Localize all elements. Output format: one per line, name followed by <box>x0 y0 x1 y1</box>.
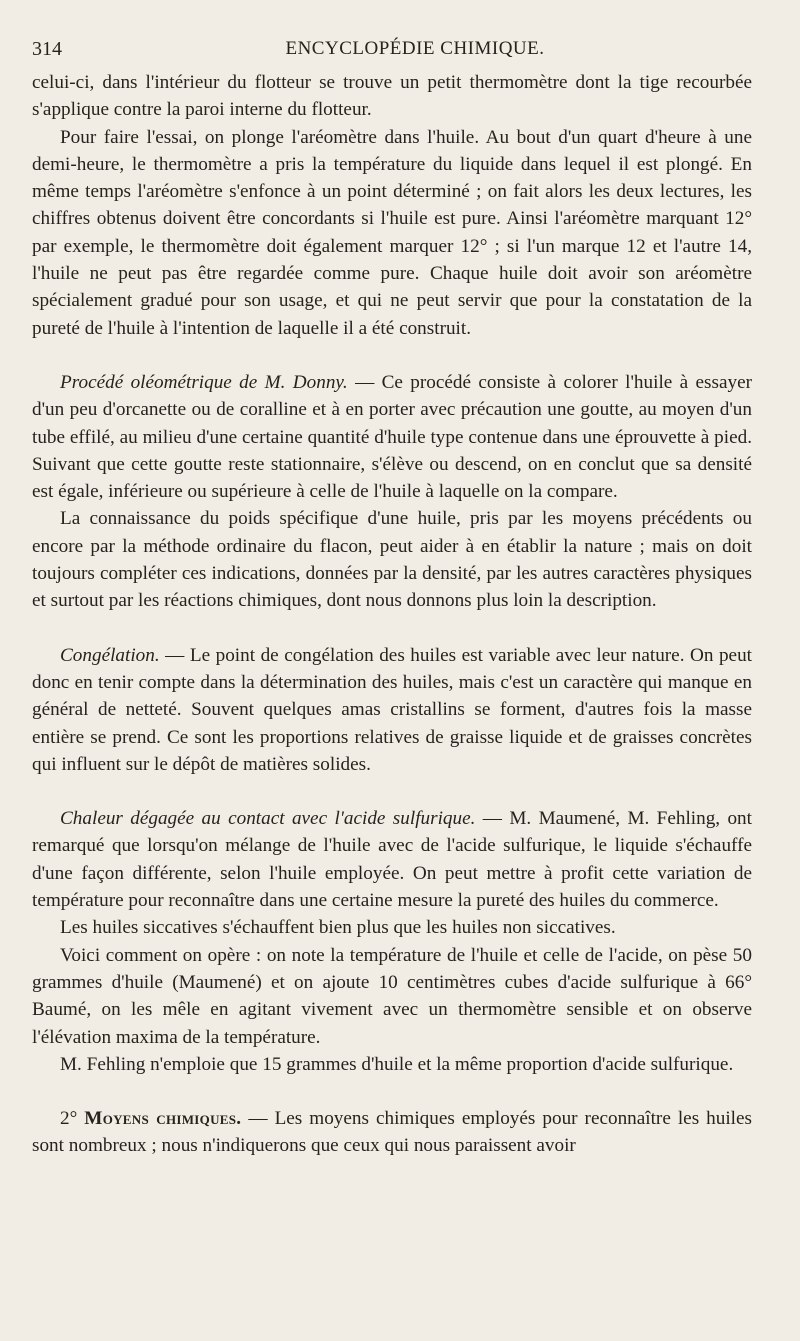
paragraph-1 <box>32 69 752 124</box>
paragraph-text: Les huiles siccatives s'échauffent bien plus que les huiles non siccatives. <box>60 917 616 939</box>
paragraph-5 <box>32 642 752 778</box>
paragraph-8 <box>32 942 752 1051</box>
section-heading-moyens-chimiques: Moyens chimiques. <box>84 1108 242 1130</box>
running-title: ENCYCLOPÉDIE CHIMIQUE. <box>285 38 545 59</box>
paragraph-2 <box>32 124 752 342</box>
section-heading-donny: Procédé oléométrique de M. Donny. <box>60 371 348 393</box>
paragraph-text: — Ce procédé consiste à colorer l'huile à essayer d'un peu d'orcanette ou de coralline et à en porter avec précaution une goutte, au moyen d'un tube effilé, au milieu d'une certaine quantité d'huile type contenue dans une éprouvette à pied. Suivant que cette goutte reste stationnaire, s'élève ou descend, on en conclut que sa densité est égale, inférieure ou supérieure à celle de l'huile à laquelle on la compare. <box>32 371 753 503</box>
paragraph-7 <box>32 914 752 941</box>
page-number: 314 <box>32 38 62 60</box>
paragraph-text: celui-ci, dans l'intérieur du flotteur se trouve un petit thermomètre dont la tige recourbée s'applique contre la paroi interne du flotteur. <box>32 72 752 121</box>
paragraph-text: — Les moyens chimiques employés pour reconnaître les huiles sont nombreux ; nous n'indiquerons que ceux qui nous paraissent avoir <box>32 1108 752 1157</box>
paragraph-text: Pour faire l'essai, on plonge l'aréomètre dans l'huile. Au bout d'un quart d'heure à une demi-heure, le thermomètre a pris la température du liquide dans lequel il est plongé. En même temps l'aréomètre s'enfonce à un point déterminé ; on fait alors les deux lectures, les chiffres obtenus doivent être concordants si l'huile est pure. Ainsi l'aréomètre marquant 12° par exemple, le thermomètre doit également marquer 12° ; si l'un marque 12 et l'autre 14, l'huile ne peut pas être regardée comme pure. Chaque huile doit avoir son aréomètre spécialement gradué pour son usage, et qui ne peut servir que pour la constatation de la pureté de l'huile à l'intention de laquelle il a été construit. <box>32 126 752 339</box>
paragraph-6 <box>32 805 752 914</box>
section-heading-chaleur: Chaleur dégagée au contact avec l'acide sulfurique. <box>60 808 476 830</box>
section-number: 2° <box>60 1108 85 1130</box>
section-heading-congelation: Congélation. <box>60 644 160 666</box>
paragraph-text: Voici comment on opère : on note la température de l'huile et celle de l'acide, on pèse 50 grammes d'huile (Maumené) et on ajoute 10 centimètres cubes d'acide sulfurique à 66° Baumé, on les mêle en agitant vivement avec un thermomètre sensible et on observe l'élévation maxima de la température. <box>32 944 752 1048</box>
paragraph-text: — M. Maumené, M. Fehling, ont remarqué que lorsqu'on mélange de l'huile avec de l'acide sulfurique, le liquide s'échauffe d'une façon différente, selon l'huile employée. On peut mettre à profit cette variation de température pour reconnaître dans une certaine mesure la pureté des huiles du commerce. <box>32 808 752 912</box>
paragraph-text: La connaissance du poids spécifique d'une huile, pris par les moyens précédents ou encore par la méthode ordinaire du flacon, peut aider à en établir la nature ; mais on doit toujours compléter ces indications, données par la densité, par les autres caractères physiques et surtout par les réactions chimiques, dont nous donnons plus loin la description. <box>32 508 752 612</box>
paragraph-4 <box>32 505 752 614</box>
paragraph-text: — Le point de congélation des huiles est variable avec leur nature. On peut donc en tenir compte dans la détermination des huiles, mais c'est un caractère qui manque en général de netteté. Souvent quelques amas cristallins se forment, d'autres fois la masse entière se prend. Ce sont les proportions relatives de graisse liquide et de graisses concrètes qui influent sur le dépôt de matières solides. <box>32 644 752 775</box>
paragraph-10 <box>32 1105 752 1160</box>
running-head <box>32 38 768 66</box>
body-text <box>32 69 752 1160</box>
paragraph-9 <box>32 1051 752 1078</box>
paragraph-3 <box>32 369 752 505</box>
paragraph-text: M. Fehling n'emploie que 15 grammes d'huile et la même proportion d'acide sulfurique. <box>60 1053 734 1075</box>
